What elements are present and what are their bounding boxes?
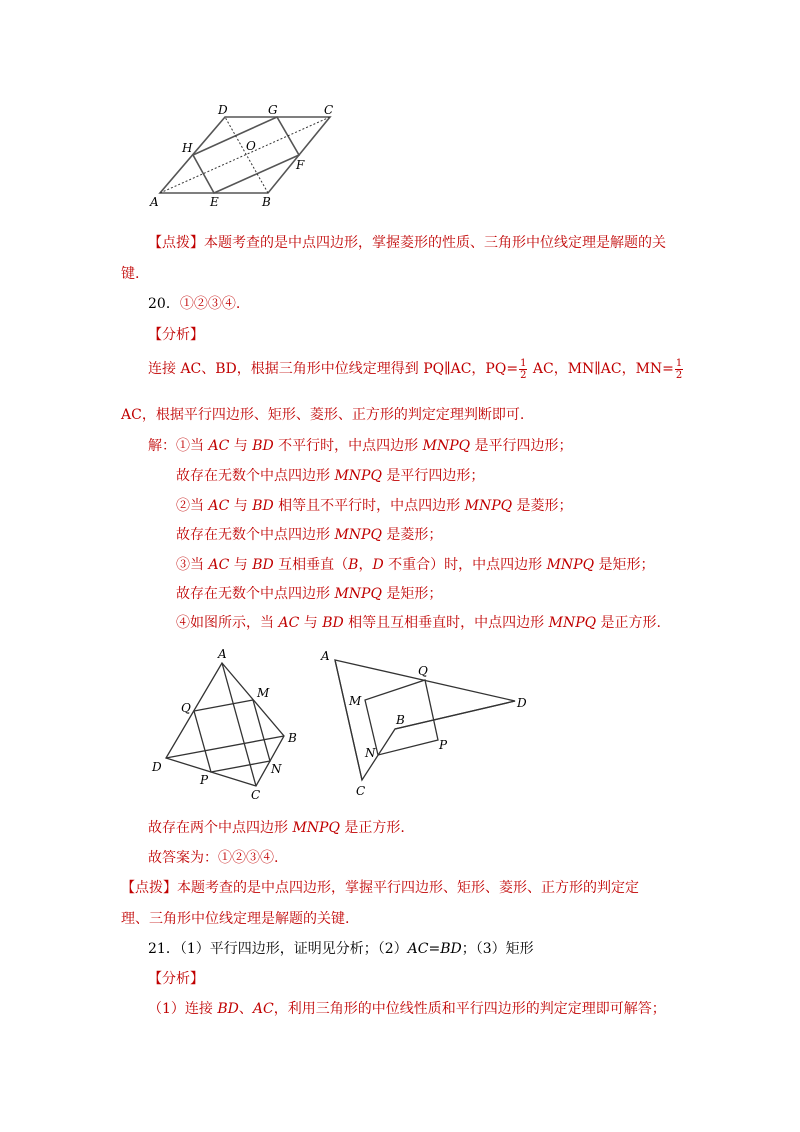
label-O: O — [246, 139, 256, 153]
quadrilateral-figure-left — [145, 645, 310, 800]
q20-analysis-title: 【分析】 — [148, 327, 204, 343]
q20-solution-7: ④如图所示，当 AC 与 BD 相等且互相垂直时，中点四边形 MNPQ 是正方形. — [176, 615, 661, 631]
quadrilateral-figure-right — [315, 643, 540, 798]
diagonal-ac-right — [335, 660, 362, 780]
q20-solution-6: 故存在无数个中点四边形 MNPQ 是矩形； — [176, 586, 443, 602]
label-M: M — [349, 694, 362, 708]
midpoint-quad-efgh — [193, 117, 299, 193]
q20-solution-5: ③当 AC 与 BD 互相垂直（B，D 不重合）时，中点四边形 MNPQ 是矩形； — [176, 557, 655, 573]
label-C: C — [324, 103, 334, 117]
q21-analysis-line1: （1）连接 BD、AC，利用三角形的中位线性质和平行四边形的判定定理即可解答； — [148, 1001, 666, 1017]
label-C: C — [356, 784, 366, 798]
label-Q: Q — [418, 664, 428, 678]
tip-19-line2: 键. — [121, 266, 140, 282]
fraction-half-2: $\frac{1}{2}$ — [675, 357, 683, 381]
q21-analysis-title: 【分析】 — [148, 971, 204, 987]
q20-solution-1: 解：①当 AC 与 BD 不平行时，中点四边形 MNPQ 是平行四边形； — [148, 438, 573, 454]
diagonal-ac-left — [222, 663, 256, 786]
tip-20-line2: 理、三角形中位线定理是解题的关键. — [121, 911, 350, 927]
q20-analysis-line1: 连接 AC、BD，根据三角形中位线定理得到 PQ∥AC，PQ= $\frac{1}{2}$ AC，MN∥AC，MN= $\frac{1}{2}$ — [148, 357, 683, 381]
label-M: M — [257, 686, 270, 700]
q21-answer: 21．（1）平行四边形，证明见分析；（2）AC=BD；（3）矩形 — [148, 941, 534, 957]
q20-solution-3: ②当 AC 与 BD 相等且不平行时，中点四边形 MNPQ 是菱形； — [176, 498, 573, 514]
label-F: F — [296, 158, 305, 172]
label-A: A — [218, 647, 227, 661]
label-N: N — [365, 746, 376, 760]
label-A: A — [150, 195, 159, 209]
diagonal-bd — [225, 117, 268, 193]
label-N: N — [271, 762, 282, 776]
q20-analysis-line2: AC，根据平行四边形、矩形、菱形、正方形的判定定理判断即可. — [121, 407, 525, 423]
label-B: B — [288, 731, 297, 745]
label-B: B — [396, 713, 405, 727]
label-G: G — [268, 103, 278, 117]
diagonal-bd-right — [395, 701, 515, 729]
midpoint-square-left — [194, 700, 270, 772]
label-A: A — [321, 649, 330, 663]
rhombus-figure — [140, 98, 350, 213]
label-P: P — [200, 773, 209, 787]
label-H: H — [182, 141, 193, 155]
tip-19-line1: 【点拨】本题考查的是中点四边形，掌握菱形的性质、三角形中位线定理是解题的关 — [148, 235, 666, 251]
label-D: D — [152, 760, 162, 774]
quad-abcd-right — [335, 660, 515, 780]
fraction-half: $\frac{1}{2}$ — [520, 357, 527, 381]
q20-answer: 20．①②③④. — [148, 296, 241, 312]
q20-final-answer: 故答案为：①②③④. — [148, 850, 279, 866]
diagonal-ac — [160, 117, 330, 193]
label-D: D — [517, 696, 527, 710]
q20-solution-2: 故存在无数个中点四边形 MNPQ 是平行四边形； — [176, 468, 485, 484]
label-D: D — [218, 103, 228, 117]
label-B: B — [262, 195, 271, 209]
q20-conclusion: 故存在两个中点四边形 MNPQ 是正方形. — [148, 820, 405, 836]
label-C: C — [251, 788, 261, 800]
q20-solution-4: 故存在无数个中点四边形 MNPQ 是菱形； — [176, 527, 443, 543]
label-P: P — [439, 738, 448, 752]
label-Q: Q — [181, 701, 191, 715]
label-E: E — [210, 195, 219, 209]
quad-abcd-left — [166, 663, 284, 786]
tip-20-line1: 【点拨】本题考查的是中点四边形，掌握平行四边形、矩形、菱形、正方形的判定定 — [121, 880, 639, 896]
